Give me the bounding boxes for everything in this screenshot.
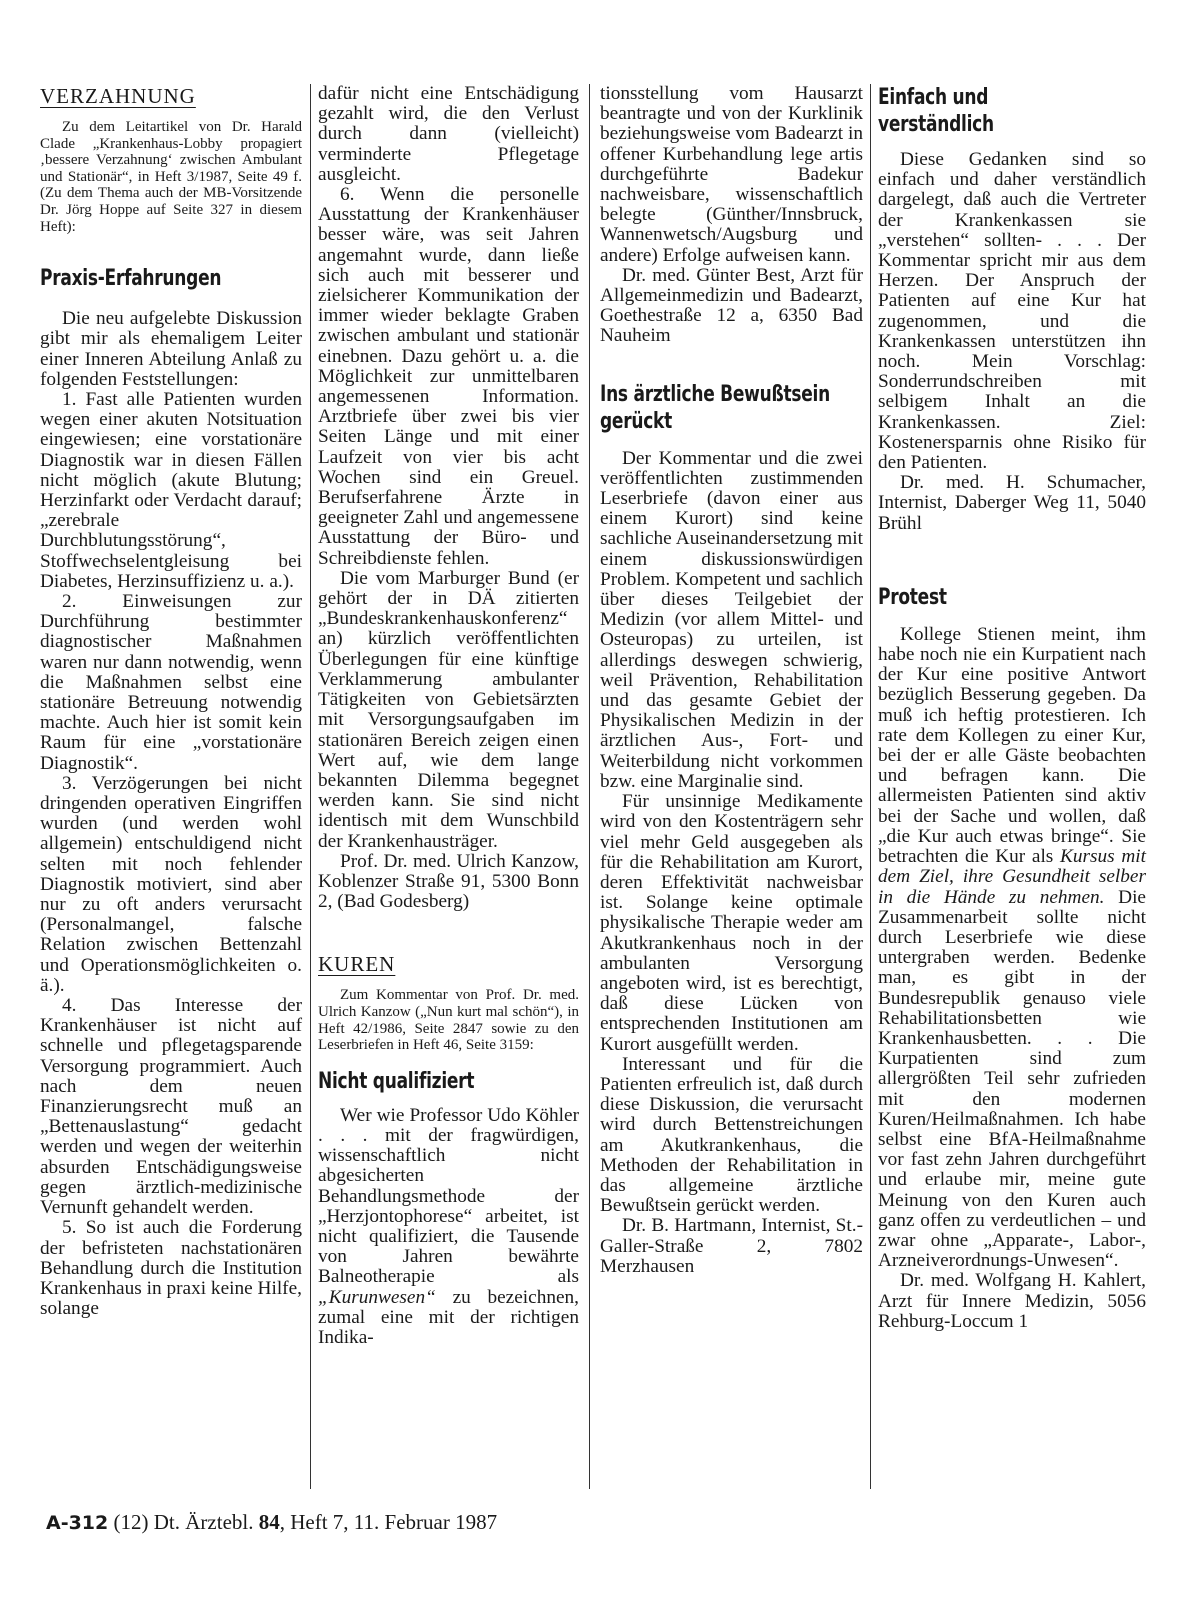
letter-heading: Protest	[878, 584, 947, 610]
paragraph: dafür nicht eine Entschädigung gezahlt wird, die den Verlust durch dann (vielleicht) verminderte Pflegetage ausgleicht.	[318, 83, 579, 185]
signature: Dr. med. H. Schumacher, Internist, Daberger Weg 11, 5040 Brühl	[878, 472, 1146, 534]
letter-intro: Zu dem Leitartikel von Dr. Harald Clade „Krankenhaus-Lobby propagiert ‚bessere Verzahnung‘ zwischen Ambulant und Stationär“, in Heft 3/1987, Seite 49 f. (Zu dem Thema auch der MB-Vorsitzende Dr. Jörg Hoppe auf Seite 327 in diesem Heft):	[40, 119, 302, 235]
italic-text: Kursus mit dem Ziel, ihre Gesundheit selber in die Hände zu nehmen.	[878, 846, 1146, 908]
paragraph: 6. Wenn die personelle Ausstattung der Krankenhäuser besser wäre, was seit Jahren angemahnt wurde, dann ließe sich auch mit besserer und zielsicherer Kommunikation der immer wieder beklagte Graben zwischen ambulant und stationär einebnen. Dazu gehört u. a. die Möglichkeit zur unmittelbaren angemessenen Information. Arztbriefe über zwei bis vier Seiten Länge und mit einer Laufzeit von vier bis acht Wochen sind ein Greuel. Berufserfahrene Ärzte in geeigneter Zahl und angemessene Ausstattung der Büro- und Schreibdienste fehlen.	[318, 184, 579, 569]
paragraph: Interessant und für die Patienten erfreulich ist, daß durch diese Diskussion, die verursacht wird durch Bettenstreichungen am Akutkrankenhaus, die Methoden der Rehabilitation in das allgemeine ärztliche Bewußtsein gerückt werden.	[600, 1053, 863, 1217]
signature: Prof. Dr. med. Ulrich Kanzow, Koblenzer Straße 91, 5300 Bonn 2, (Bad Godesberg)	[318, 850, 579, 913]
paragraph: 5. So ist auch die Forderung der befristeten nachstationären Behandlung durch die Institution Krankenhaus in praxi keine Hilfe, solange	[40, 1217, 302, 1320]
paragraph: Diese Gedanken sind so einfach und daher verständlich dargelegt, daß auch die Vertreter der Krankenkassen sie „verstehen“ sollten- . . . Der Kommentar spricht mir aus dem Herzen. Der Anspruch der Patienten auf eine Kur hat zugenommen, und die Krankenkassen unterstützen ihn noch. Mein Vorschlag: Sonderrundschreiben mit selbigem Inhalt an die Krankenkassen. Ziel: Kostenersparnis ohne Risiko für den Patienten.	[878, 149, 1146, 474]
column-rule	[589, 84, 590, 1489]
journal-ref: (12) Dt. Ärztebl.	[113, 1510, 254, 1534]
signature: Dr. med. Wolfgang H. Kahlert, Arzt für Innere Medizin, 5056 Rehburg-Loccum 1	[878, 1270, 1146, 1332]
paragraph: Die vom Marburger Bund (er gehört der in DÄ zitierten „Bundeskrankenhauskonferenz“ an) kürzlich veröffentlichten Überlegungen für eine künftige Verklammerung ambulanter Tätigkeiten von Gebietsärzten mit Versorgungsaufgaben im stationären Bereich zeigen einen Wert auf, wie dem lange bekannten Dilemma begegnet werden kann. Sie sind nicht identisch mit dem Wunschbild der Krankenhausträger.	[318, 567, 579, 852]
paragraph: tionsstellung vom Hausarzt beantragte und von der Kurklinik beziehungsweise vom Badearzt in offener Kurbehandlung lege artis durchgeführte Badekur nachweisbare, wissenschaftlich belegte (Günther/Innsbruck, Wannenwetsch/Augsburg und andere) Erfolge aufweisen kann.	[600, 83, 863, 266]
letter-heading: Nicht qualifiziert	[318, 1068, 475, 1094]
paragraph	[318, 1106, 579, 1348]
page-footer	[46, 1510, 497, 1535]
signature: Dr. B. Hartmann, Internist, St.-Galler-Straße 2, 7802 Merzhausen	[600, 1215, 863, 1277]
journal-volume: 84	[258, 1510, 280, 1534]
letter-intro: Zum Kommentar von Prof. Dr. med. Ulrich Kanzow („Nun kurt mal schön“), in Heft 42/1986, Seite 2847 sowie zu den Leserbriefen in Heft 46, Seite 3159:	[318, 987, 579, 1054]
paragraph: 4. Das Interesse der Krankenhäuser ist nicht auf schnelle und pflegetagsparende Versorgung programmiert. Auch nach dem neuen Finanzierungsrecht muß an „Bettenauslastung“ gedacht werden und wegen der weiterhin absurden Entschädigungsweise gegen ärztlich-medizinische Vernunft gehandelt werden.	[40, 995, 302, 1219]
text-run: Die Zusammenarbeit sollte nicht durch Leserbriefe wie diese untergraben werden. Bedenke man, es gibt in der Bundesrepublik genauso viele Rehabilitationsbetten wie Krankenhausbetten. . . Die Kurpatienten sind zum allergrößten Teil sehr zufrieden mit den modernen Kuren/Heilmaßnahmen. Ich habe selbst eine BfA-Heilmaßnahme vor fast zehn Jahren durchgeführt und erlaube mir, meine gute Meinung von den Kuren auch ganz offen zu verdeutlichen – und zwar ohne „Apparate-, Labor-, Arzneiverordnungs-Unwesen“.	[878, 886, 1146, 1272]
paragraph: Der Kommentar und die zwei veröffentlichten zustimmenden Leserbriefe (davon einer aus einem Kurort) sind keine sachliche Auseinandersetzung mit einem diskussionswürdigen Problem. Kompetent und sachlich über dieses Teilgebiet der Medizin (vor allem Mittel- und Osteuropas) zu urteilen, ist allerdings deswegen schwierig, weil Prävention, Rehabilitation und das gesamte Gebiet der Physikalischen Medizin in der ärztlichen Aus-, Fort- und Weiterbildung nicht vorkommen bzw. eine Marginalie sind.	[600, 447, 863, 792]
paragraph: 2. Einweisungen zur Durchführung bestimmter diagnostischer Maßnahmen waren nur dann notwendig, wenn die Maßnahmen selbst eine stationäre Betreuung notwendig machte. Auch hier ist somit kein Raum für eine „vorstationäre Diagnostik“.	[40, 591, 302, 774]
column-3	[600, 84, 863, 1277]
paragraph: 1. Fast alle Patienten wurden wegen einer akuten Notsituation eingewiesen; eine vorstationäre Diagnostik war in diesen Fällen nicht möglich (akute Blutung; Herzinfarkt oder Verdacht darauf; „zerebrale Durchblutungsstörung“, Stoffwechselentgleisung bei Diabetes, Herzinsuffizienz u. a.).	[40, 388, 302, 592]
letter-heading: Praxis-Erfahrungen	[40, 266, 222, 292]
section-title: VERZAHNUNG	[40, 84, 196, 108]
paragraph: Die neu aufgelebte Diskussion gibt mir als ehemaligem Leiter einer Inneren Abteilung Anlaß zu folgenden Feststellungen:	[40, 308, 302, 390]
text-run: Kollege Stienen meint, ihm habe noch nie ein Kurpatient nach der Kur eine positive Antwort bezüglich Besserung gegeben. Da muß ich heftig protestieren. Ich rate dem Kollegen zu einer Kur, bei der er alle Gäste beobachten und befragen kann. Die allermeisten Patienten sind aktiv bei der Sache und wollen, daß „die Kur auch etwas bringe“. Sie betrachten die Kur als	[878, 623, 1146, 868]
signature: Dr. med. Günter Best, Arzt für Allgemeinmedizin und Badearzt, Goethestraße 12 a, 6350 Bad Nauheim	[600, 264, 863, 347]
column-rule	[870, 84, 871, 1489]
column-1	[40, 84, 302, 1319]
column-4	[878, 84, 1146, 1332]
paragraph: 3. Verzögerungen bei nicht dringenden operativen Eingriffen wurden (und werden wohl allgemein) entschuldigend nicht selten mit noch fehlender Diagnostik motiviert, sind aber nur zu oft anders verursacht (Personalmangel, falsche Relation zwischen Bettenzahl und Operationsmöglichkeiten o. ä.).	[40, 772, 302, 996]
issue-date: , Heft 7, 11. Februar 1987	[279, 1510, 498, 1534]
text-run: zu bezeichnen, zumal eine mit der richtigen Indika-	[318, 1286, 579, 1348]
italic-text: „Kurunwesen“	[318, 1286, 436, 1308]
letter-heading: Ins ärztliche Bewußtsein gerückt	[600, 381, 830, 434]
column-2	[318, 84, 579, 1348]
page-number: A-312	[46, 1512, 109, 1534]
paragraph	[878, 625, 1146, 1272]
column-rule	[310, 84, 311, 1489]
letter-heading: Einfach und verständlich	[878, 85, 994, 137]
paragraph: Für unsinnige Medikamente wird von den Kostenträgern sehr viel mehr Geld ausgegeben als für die Rehabilitation am Kurort, deren Effektivität nachweisbar ist. Solange keine optimale physikalische Therapie weder am Akutkrankenhaus noch in der ambulanten Versorgung angeboten wird, ist es berechtigt, daß diese Lücken von entsprechenden Institutionen am Kurort ausgefüllt werden.	[600, 791, 863, 1055]
text-run: Wer wie Professor Udo Köhler . . . mit der fragwürdigen, wissenschaftlich nicht abgesicherten Behandlungsmethode der „Herzjontophorese“ arbeitet, ist nicht qualifiziert, die Tausende von Jahren bewährte Balneotherapie als	[318, 1104, 579, 1288]
section-title: KUREN	[318, 952, 396, 977]
